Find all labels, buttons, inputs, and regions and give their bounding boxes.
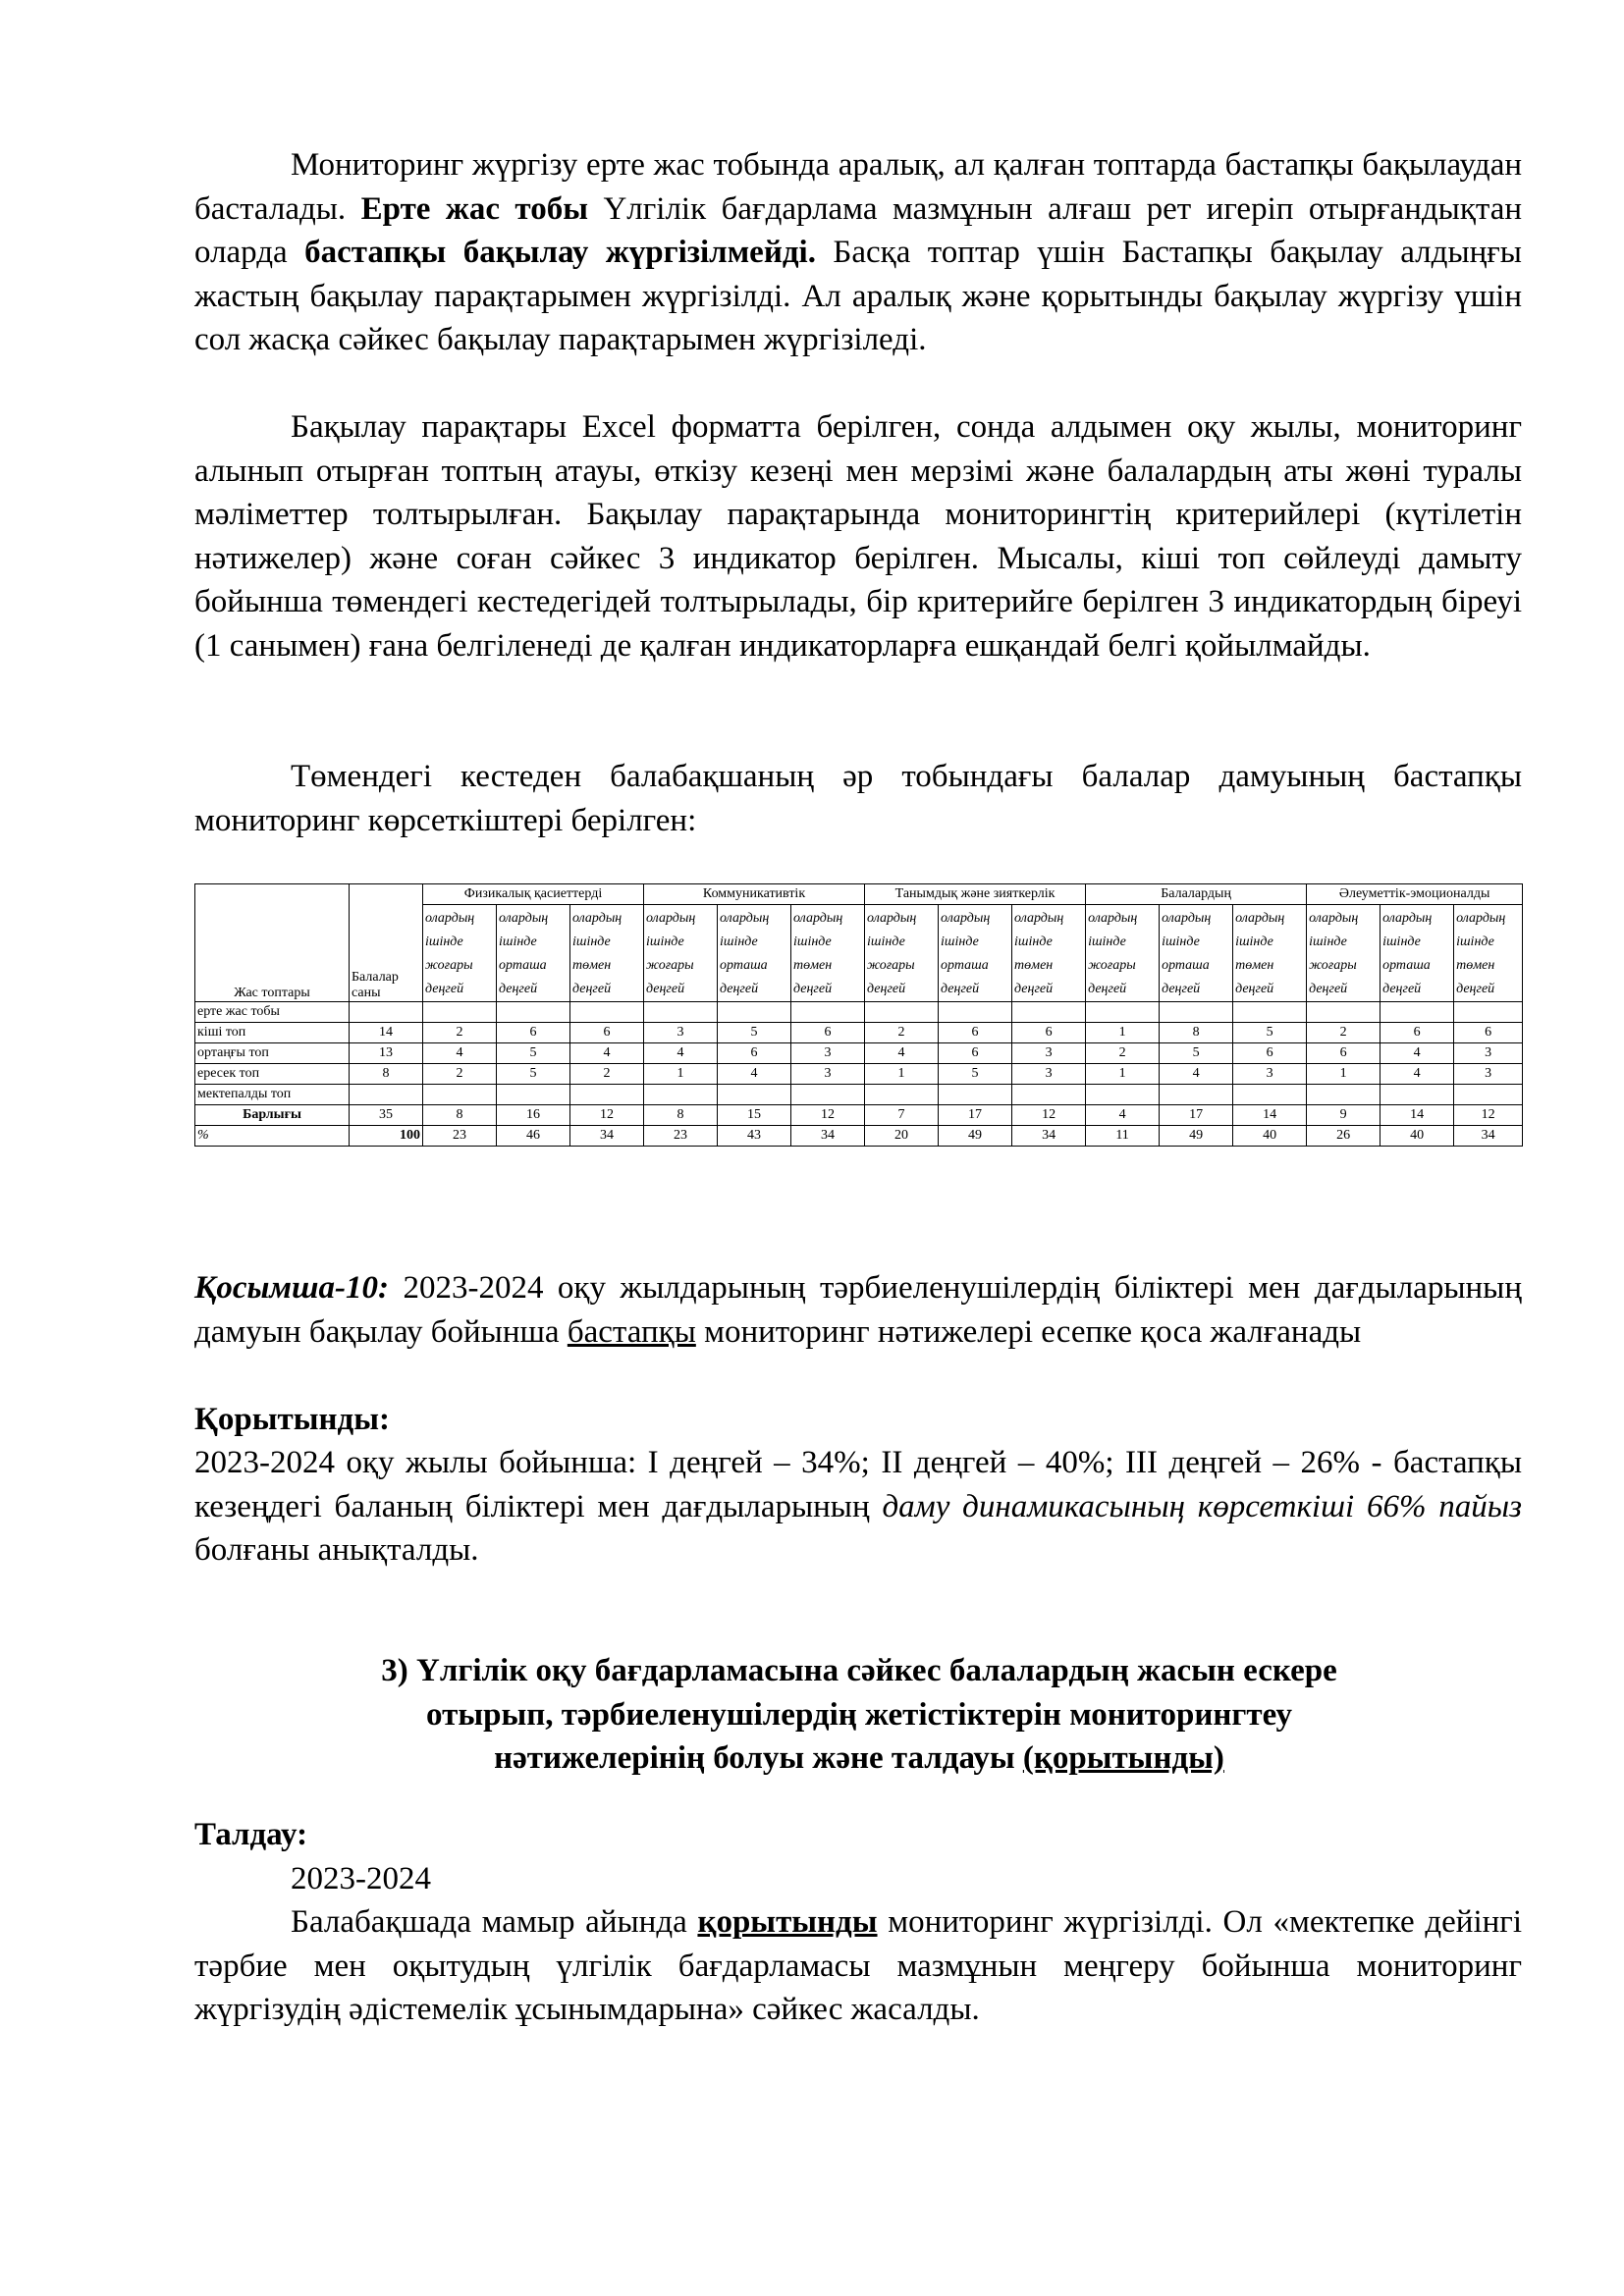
value-cell: 34: [791, 1126, 865, 1147]
paragraph-conclusion: [194, 1441, 1522, 1573]
header-level-cell: олардың ішінде жоғары деңгей: [1086, 905, 1160, 1002]
header-group-communicative: Коммуникативтік: [644, 884, 865, 905]
value-cell: 4: [423, 1043, 497, 1064]
analysis-title: [194, 1813, 1522, 1857]
appendix-label: Қосымша-10:: [194, 1270, 389, 1306]
row-name-cell: кіші топ: [195, 1023, 350, 1043]
value-cell: [1307, 1085, 1380, 1105]
value-cell: 49: [1160, 1126, 1233, 1147]
value-cell: 34: [1012, 1126, 1086, 1147]
header-level-cell: олардың ішінде төмен деңгей: [1454, 905, 1523, 1002]
header-level-cell: олардың ішінде орташа деңгей: [939, 905, 1012, 1002]
value-cell: [1307, 1002, 1380, 1023]
para1-text-a: Мониторинг жүргізу ерте жас тобында аралық, ал қалған топтарда бастапқы бақылаудан басталады.: [194, 147, 1522, 227]
value-cell: [497, 1002, 570, 1023]
value-cell: [570, 1002, 644, 1023]
value-cell: [1160, 1085, 1233, 1105]
value-cell: 3: [791, 1064, 865, 1085]
value-cell: 7: [865, 1105, 939, 1126]
header-level-cell: олардың ішінде орташа деңгей: [497, 905, 570, 1002]
header-level-cell: олардың ішінде төмен деңгей: [791, 905, 865, 1002]
value-cell: 3: [644, 1023, 718, 1043]
value-cell: [865, 1002, 939, 1023]
header-children-count: Балалар саны: [350, 884, 423, 1002]
value-cell: 5: [497, 1043, 570, 1064]
value-cell: 3: [1454, 1043, 1523, 1064]
header-level-cell: олардың ішінде төмен деңгей: [1233, 905, 1307, 1002]
table-row: [195, 1064, 1523, 1085]
value-cell: [1160, 1002, 1233, 1023]
value-cell: 2: [570, 1064, 644, 1085]
value-cell: 6: [1380, 1023, 1454, 1043]
header-group-children: Балалардың: [1086, 884, 1307, 905]
value-cell: 8: [423, 1105, 497, 1126]
header-level-cell: олардың ішінде жоғары деңгей: [865, 905, 939, 1002]
table-row: [195, 1002, 1523, 1023]
value-cell: [1454, 1085, 1523, 1105]
header-level-cell: олардың ішінде жоғары деңгей: [644, 905, 718, 1002]
value-cell: 1: [865, 1064, 939, 1085]
value-cell: 12: [1454, 1105, 1523, 1126]
row-name-cell: ортаңғы топ: [195, 1043, 350, 1064]
paragraph-table-intro: Төмендегі кестеден балабақшаның әр тобындағы балалар дамуының бастапқы мониторинг көрсеткіштері берілген:: [194, 759, 1522, 838]
value-cell: [865, 1085, 939, 1105]
row-count-cell: [350, 1085, 423, 1105]
value-cell: 14: [1233, 1105, 1307, 1126]
conclusion-italic-dynamics: даму динамикасының көрсеткіші 66% пайыз: [882, 1488, 1522, 1524]
value-cell: 34: [570, 1126, 644, 1147]
heading-line-3: [245, 1736, 1473, 1781]
conclusion-title-text: Қорытынды:: [194, 1402, 390, 1437]
row-count-cell: 35: [350, 1105, 423, 1126]
value-cell: 46: [497, 1126, 570, 1147]
analysis-underlined-final: қорытынды: [697, 1904, 878, 1940]
header-level-cell: олардың ішінде орташа деңгей: [1380, 905, 1454, 1002]
value-cell: 43: [718, 1126, 791, 1147]
row-name-cell: ересек топ: [195, 1064, 350, 1085]
value-cell: 4: [1380, 1064, 1454, 1085]
value-cell: 6: [718, 1043, 791, 1064]
table-row: [195, 1105, 1523, 1126]
value-cell: 2: [423, 1023, 497, 1043]
value-cell: 6: [1233, 1043, 1307, 1064]
heading-line-1: 3) Үлгілік оқу бағдарламасына сәйкес балалардың жасын ескере: [381, 1653, 1337, 1688]
value-cell: [570, 1085, 644, 1105]
analysis-year: 2023-2024: [291, 1861, 431, 1896]
appendix-text-a: 2023-2024 оқу жылдарының тәрбиеленушілердің біліктері мен дағдыларының дамуын бақылау бойынша: [194, 1270, 1522, 1350]
row-count-cell: 13: [350, 1043, 423, 1064]
value-cell: 6: [1307, 1043, 1380, 1064]
header-group-social: Әлеуметтік-эмоционалды: [1307, 884, 1523, 905]
value-cell: 4: [865, 1043, 939, 1064]
value-cell: 4: [570, 1043, 644, 1064]
conclusion-title: [194, 1398, 1522, 1442]
value-cell: 3: [1012, 1064, 1086, 1085]
value-cell: [718, 1002, 791, 1023]
para1-text-d: Басқа топтар үшін Бастапқы бақылау алдыңғы жастың бақылау парақтарымен жүргізілді. Ал аралық және қорытынды бақылау жүргізу үшін сол жасқа сәйкес бақылау парақтарымен жүргізіледі.: [194, 235, 1522, 357]
value-cell: [1380, 1002, 1454, 1023]
value-cell: [939, 1002, 1012, 1023]
value-cell: 6: [570, 1023, 644, 1043]
heading-line-3-underlined: (қорытынды): [1022, 1740, 1224, 1776]
table-body: [195, 1002, 1523, 1147]
conclusion-text-a: 2023-2024 оқу жылы бойынша: І деңгей – 34%; ІІ деңгей – 40%; ІІІ деңгей – 26% - бастапқы кезеңдегі баланың біліктері мен дағдыларының: [194, 1445, 1522, 1524]
appendix-underlined-initial: бастапқы: [567, 1313, 696, 1350]
value-cell: 2: [423, 1064, 497, 1085]
value-cell: [1012, 1085, 1086, 1105]
value-cell: [1454, 1002, 1523, 1023]
para1-bold-no-initial: бастапқы бақылау жүргізілмейді.: [304, 235, 816, 270]
row-name-cell: %: [195, 1126, 350, 1147]
value-cell: 1: [1086, 1064, 1160, 1085]
value-cell: 1: [1307, 1064, 1380, 1085]
value-cell: 11: [1086, 1126, 1160, 1147]
value-cell: 8: [644, 1105, 718, 1126]
value-cell: 6: [939, 1023, 1012, 1043]
value-cell: [423, 1085, 497, 1105]
header-group-cognitive: Танымдық және зияткерлік: [865, 884, 1086, 905]
para1-text-c: Үлгілік бағдарлама мазмұнын алғаш рет игеріп отырғандықтан оларда: [194, 190, 1522, 270]
value-cell: 40: [1380, 1126, 1454, 1147]
conclusion-text-b: болғаны анықталды.: [194, 1532, 479, 1568]
value-cell: 2: [865, 1023, 939, 1043]
header-level-cell: олардың ішінде төмен деңгей: [1012, 905, 1086, 1002]
value-cell: 9: [1307, 1105, 1380, 1126]
monitoring-table-wrap: [194, 883, 1522, 1147]
heading-line-2: отырып, тәрбиеленушілердің жетістіктерін мониторингтеу: [426, 1696, 1292, 1733]
analysis-text-b: мониторинг жүргізілді. Ол «мектепке дейінгі тәрбие мен оқытудың үлгілік бағдарламасы мазмұнын меңгеру бойынша мониторинг жүргізудің әдістемелік ұсынымдарына» сәйкес жасалды.: [194, 1904, 1522, 2027]
value-cell: 6: [791, 1023, 865, 1043]
paragraph-observation-sheets: Бақылау парақтары Excel форматта берілген, сонда алдымен оқу жылы, мониторинг алынып отырған топтың атауы, өткізу кезеңі мен мерзімі және балалардың аты жөні туралы мәліметтер толтырылған. Бақылау парақтарында мониторингтің критерийлері (күтілетін нәтижелер) және соған сәйкес 3 индикатор берілген. Мысалы, кіші топ сөйлеуді дамыту бойынша төмендегі кестедегідей толтырылады, бір критерийге берілген 3 индикатордың біреуі (1 санымен) ғана белгіленеді де қалған индикаторларға ешқандай белгі қойылмайды.: [194, 409, 1522, 664]
value-cell: 34: [1454, 1126, 1523, 1147]
value-cell: 12: [570, 1105, 644, 1126]
header-group-physical: Физикалық қасиеттерді: [423, 884, 644, 905]
value-cell: 6: [1454, 1023, 1523, 1043]
value-cell: 16: [497, 1105, 570, 1126]
value-cell: 4: [644, 1043, 718, 1064]
paragraph-appendix: [194, 1266, 1522, 1354]
header-level-cell: олардың ішінде жоғары деңгей: [1307, 905, 1380, 1002]
value-cell: [1012, 1002, 1086, 1023]
header-level-cell: олардың ішінде орташа деңгей: [1160, 905, 1233, 1002]
section-heading: [245, 1649, 1473, 1781]
value-cell: 12: [791, 1105, 865, 1126]
value-cell: 26: [1307, 1126, 1380, 1147]
value-cell: [1086, 1002, 1160, 1023]
row-name-cell: мектепалды топ: [195, 1085, 350, 1105]
header-level-cell: олардың ішінде төмен деңгей: [570, 905, 644, 1002]
row-count-cell: 100: [350, 1126, 423, 1147]
heading-line-3-text: нәтижелерінің болуы және талдауы: [494, 1740, 1023, 1776]
value-cell: 23: [644, 1126, 718, 1147]
table-row: [195, 1043, 1523, 1064]
row-count-cell: 8: [350, 1064, 423, 1085]
paragraph-monitoring-intro: [194, 143, 1522, 362]
value-cell: [644, 1085, 718, 1105]
row-count-cell: [350, 1002, 423, 1023]
value-cell: 6: [1012, 1023, 1086, 1043]
appendix-text-b: мониторинг нәтижелері есепке қоса жалғанады: [695, 1313, 1362, 1350]
value-cell: 3: [1233, 1064, 1307, 1085]
value-cell: 4: [1380, 1043, 1454, 1064]
row-name-cell: Барлығы: [195, 1105, 350, 1126]
value-cell: 3: [791, 1043, 865, 1064]
analysis-text-a: Балабақшада мамыр айында: [291, 1904, 698, 1940]
value-cell: [791, 1085, 865, 1105]
value-cell: 14: [1380, 1105, 1454, 1126]
value-cell: 17: [939, 1105, 1012, 1126]
table-row: [195, 1023, 1523, 1043]
paragraph-analysis: [194, 1900, 1522, 2032]
value-cell: 49: [939, 1126, 1012, 1147]
value-cell: [1233, 1085, 1307, 1105]
value-cell: 40: [1233, 1126, 1307, 1147]
value-cell: 3: [1454, 1064, 1523, 1085]
monitoring-table: [194, 883, 1523, 1147]
value-cell: 2: [1307, 1023, 1380, 1043]
value-cell: 1: [644, 1064, 718, 1085]
table-row: [195, 1085, 1523, 1105]
table-row: [195, 1126, 1523, 1147]
row-name-cell: ерте жас тобы: [195, 1002, 350, 1023]
value-cell: [791, 1002, 865, 1023]
value-cell: 3: [1012, 1043, 1086, 1064]
value-cell: 8: [1160, 1023, 1233, 1043]
header-level-cell: олардың ішінде орташа деңгей: [718, 905, 791, 1002]
value-cell: 5: [718, 1023, 791, 1043]
value-cell: 15: [718, 1105, 791, 1126]
value-cell: 5: [1233, 1023, 1307, 1043]
value-cell: [423, 1002, 497, 1023]
value-cell: 6: [939, 1043, 1012, 1064]
value-cell: 2: [1086, 1043, 1160, 1064]
header-age-groups: Жас топтары: [195, 884, 350, 1002]
value-cell: [1086, 1085, 1160, 1105]
value-cell: 4: [718, 1064, 791, 1085]
value-cell: 4: [1086, 1105, 1160, 1126]
value-cell: [939, 1085, 1012, 1105]
value-cell: 1: [1086, 1023, 1160, 1043]
value-cell: [1233, 1002, 1307, 1023]
value-cell: [718, 1085, 791, 1105]
value-cell: 12: [1012, 1105, 1086, 1126]
header-level-cell: олардың ішінде жоғары деңгей: [423, 905, 497, 1002]
value-cell: 6: [497, 1023, 570, 1043]
value-cell: [644, 1002, 718, 1023]
analysis-title-text: Талдау:: [194, 1817, 308, 1852]
value-cell: 5: [1160, 1043, 1233, 1064]
para1-bold-early-group: Ерте жас тобы: [360, 190, 588, 227]
value-cell: [497, 1085, 570, 1105]
value-cell: 17: [1160, 1105, 1233, 1126]
value-cell: 4: [1160, 1064, 1233, 1085]
value-cell: 5: [497, 1064, 570, 1085]
value-cell: 5: [939, 1064, 1012, 1085]
value-cell: [1380, 1085, 1454, 1105]
row-count-cell: 14: [350, 1023, 423, 1043]
value-cell: 20: [865, 1126, 939, 1147]
value-cell: 23: [423, 1126, 497, 1147]
